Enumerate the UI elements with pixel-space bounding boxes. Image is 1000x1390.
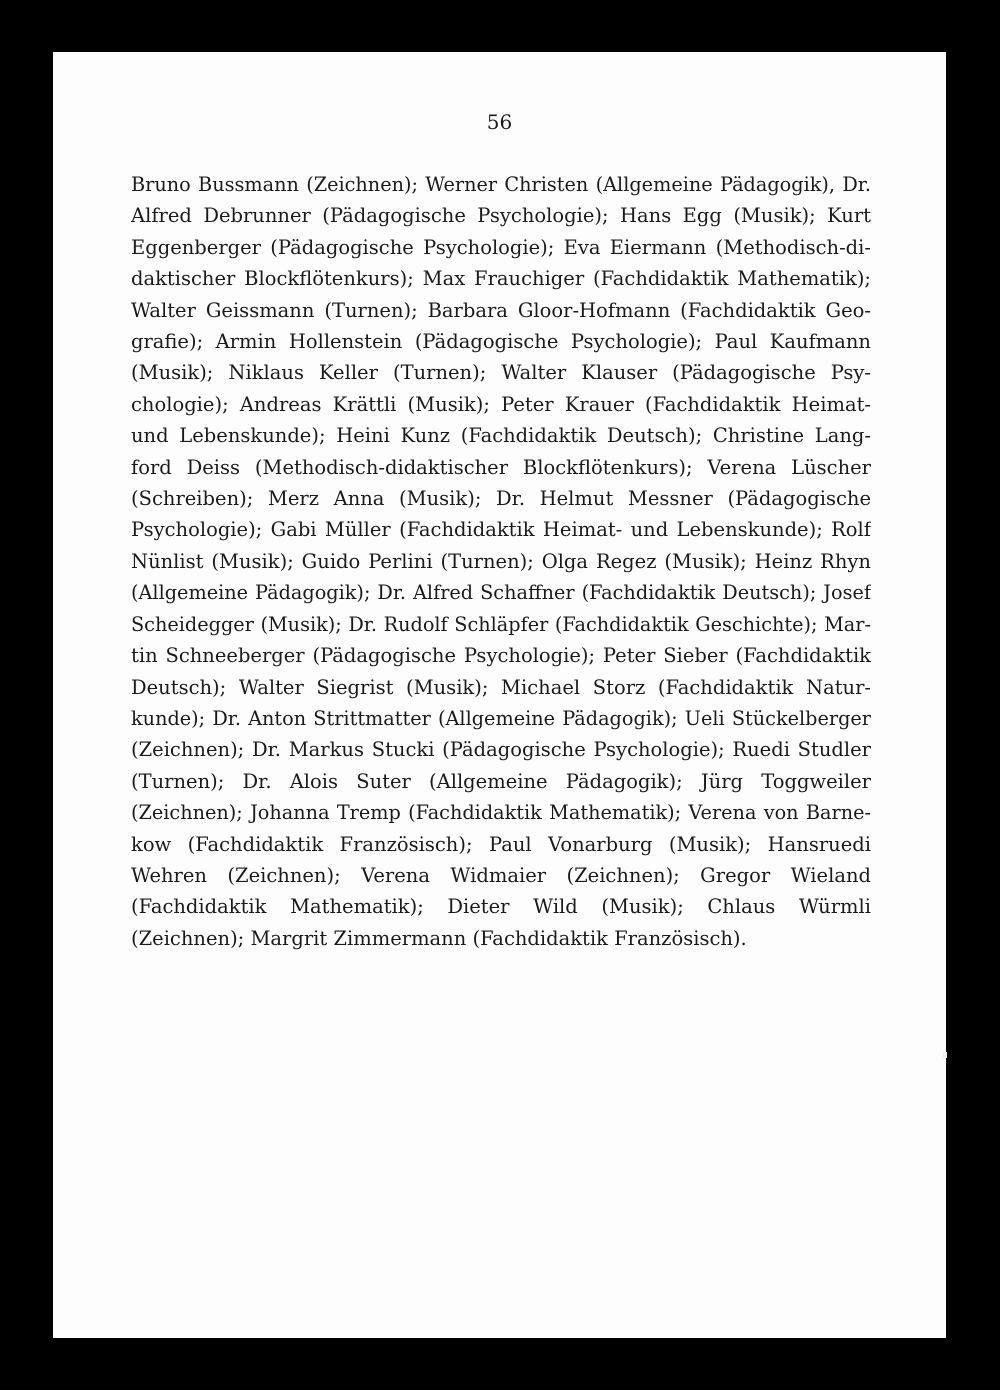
text-line: Wehren (Zeichnen); Verena Widmaier (Zeichnen); Gregor Wieland [131,863,871,887]
text-line: Psychologie); Gabi Müller (Fachdidaktik Heimat- und Lebenskunde); Rolf [131,518,871,542]
text-line: Deutsch); Walter Siegrist (Musik); Michael Storz (Fachdidaktik Natur- [131,675,871,699]
text-line: Scheidegger (Musik); Dr. Rudolf Schläpfer (Fachdidaktik Geschichte); Mar- [131,612,871,636]
text-line: (Turnen); Dr. Alois Suter (Allgemeine Pädagogik); Jürg Toggweiler [131,769,871,793]
text-line: kunde); Dr. Anton Strittmatter (Allgemeine Pädagogik); Ueli Stückelberger [131,706,871,730]
document-page [53,52,946,1338]
text-line: (Zeichnen); Johanna Tremp (Fachdidaktik Mathematik); Verena von Barne- [131,801,871,825]
text-line: grafie); Armin Hollenstein (Pädagogische Psychologie); Paul Kaufmann [131,330,871,354]
text-line: und Lebenskunde); Heini Kunz (Fachdidaktik Deutsch); Christine Lang- [131,424,871,448]
contributor-list-paragraph [131,169,871,954]
text-line: (Musik); Niklaus Keller (Turnen); Walter Klauser (Pädagogische Psy- [131,361,871,385]
page-number: 56 [486,110,513,134]
text-line: Alfred Debrunner (Pädagogische Psychologie); Hans Egg (Musik); Kurt [131,204,871,228]
text-line: Walter Geissmann (Turnen); Barbara Gloor-Hofmann (Fachdidaktik Geo- [131,298,871,322]
text-line: Nünlist (Musik); Guido Perlini (Turnen); Olga Regez (Musik); Heinz Rhyn [131,549,871,573]
text-line: chologie); Andreas Krättli (Musik); Peter Krauer (Fachdidaktik Heimat- [131,392,871,416]
scan-edge-mark [943,1052,947,1058]
text-line: (Fachdidaktik Mathematik); Dieter Wild (Musik); Chlaus Würmli [131,895,871,919]
text-line: (Schreiben); Merz Anna (Musik); Dr. Helmut Messner (Pädagogische [131,487,871,511]
text-line: kow (Fachdidaktik Französisch); Paul Vonarburg (Musik); Hansruedi [131,832,871,856]
text-line: Bruno Bussmann (Zeichnen); Werner Christen (Allgemeine Pädagogik), Dr. [131,173,871,196]
text-line: (Zeichnen); Margrit Zimmermann (Fachdidaktik Französisch). [131,926,747,950]
text-line: tin Schneeberger (Pädagogische Psychologie); Peter Sieber (Fachdidaktik [131,644,871,668]
text-line: (Allgemeine Pädagogik); Dr. Alfred Schaffner (Fachdidaktik Deutsch); Josef [131,581,871,605]
text-line: daktischer Blockflötenkurs); Max Frauchiger (Fachdidaktik Mathematik); [131,267,871,291]
text-line: ford Deiss (Methodisch-didaktischer Blockflötenkurs); Verena Lüscher [131,455,871,479]
text-line: (Zeichnen); Dr. Markus Stucki (Pädagogische Psychologie); Ruedi Studler [131,738,871,762]
text-line: Eggenberger (Pädagogische Psychologie); Eva Eiermann (Methodisch-di- [131,235,871,259]
